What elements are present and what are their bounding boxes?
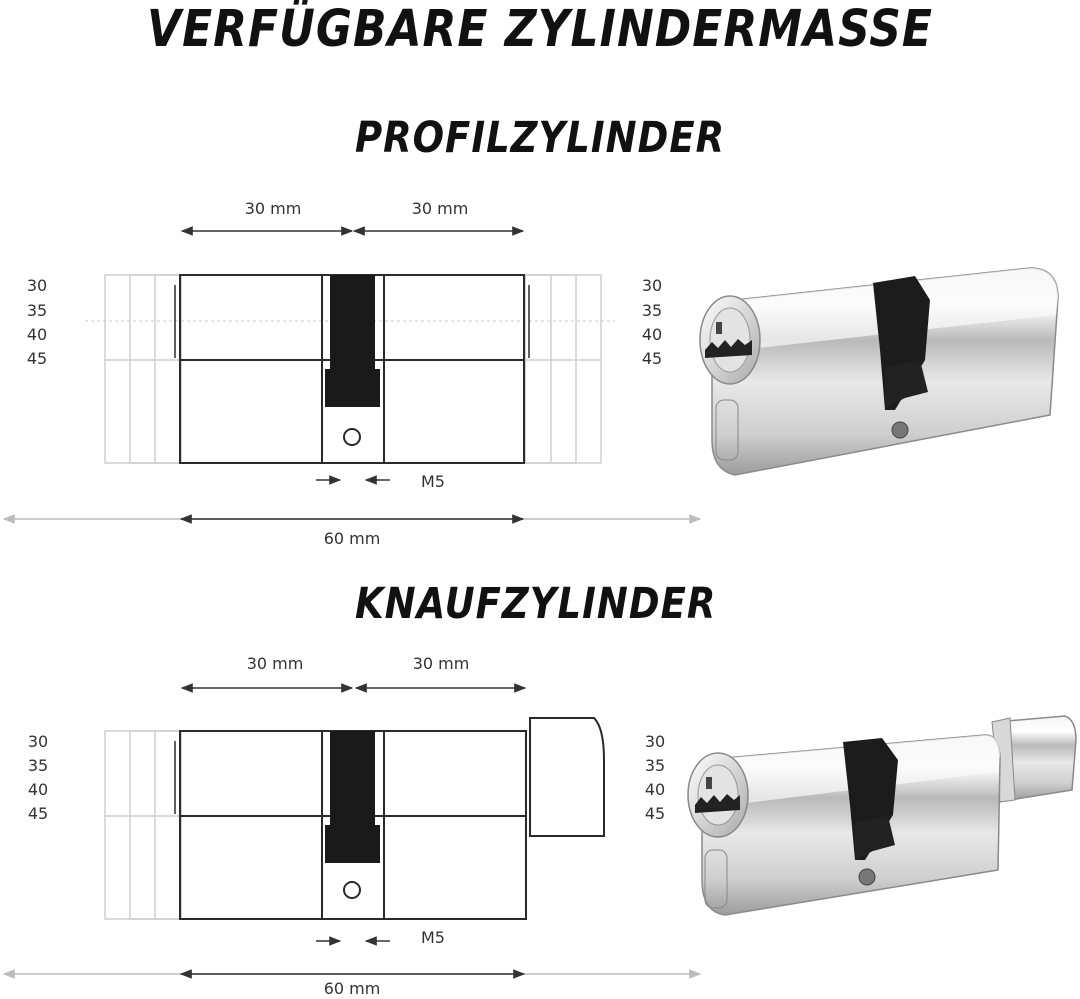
dim-right-label: 30 mm bbox=[411, 199, 469, 218]
section-title-profilzylinder: PROFILZYLINDER bbox=[355, 112, 726, 163]
size-outlines-right bbox=[525, 275, 601, 463]
size-label: 40 bbox=[27, 780, 49, 799]
profile-cylinder-image bbox=[700, 268, 1058, 475]
size-label: 40 bbox=[26, 325, 48, 344]
dim-right-label: 30 mm bbox=[412, 654, 470, 673]
size-label: 45 bbox=[27, 804, 49, 823]
size-label: 30 bbox=[26, 276, 48, 295]
size-label: 40 bbox=[641, 325, 663, 344]
cam-bar bbox=[330, 275, 375, 369]
page-title: VERFÜGBARE ZYLINDERMASSE bbox=[147, 0, 933, 59]
screw-hole bbox=[344, 882, 360, 898]
dim-left-label: 30 mm bbox=[246, 654, 304, 673]
size-label: 35 bbox=[641, 301, 663, 320]
size-label: 35 bbox=[27, 756, 49, 775]
dim-total-label: 60 mm bbox=[323, 529, 381, 548]
size-label: 45 bbox=[644, 804, 666, 823]
screw-label: M5 bbox=[421, 472, 445, 491]
section-title-knaufzylinder: KNAUFZYLINDER bbox=[355, 578, 717, 629]
size-outlines-left bbox=[105, 731, 181, 919]
sizes-right bbox=[645, 732, 665, 823]
size-label: 30 bbox=[641, 276, 663, 295]
dim-left-label: 30 mm bbox=[244, 199, 302, 218]
cam-foot bbox=[325, 369, 380, 407]
dim-total-label: 60 mm bbox=[323, 979, 381, 998]
sizes-left bbox=[27, 276, 47, 368]
knob-cylinder-image bbox=[688, 716, 1076, 915]
knob-outline bbox=[530, 718, 604, 836]
screw-hole bbox=[344, 429, 360, 445]
sizes-right bbox=[642, 276, 662, 368]
size-label: 40 bbox=[644, 780, 666, 799]
size-label: 35 bbox=[644, 756, 666, 775]
size-label: 45 bbox=[26, 349, 48, 368]
sizes-left bbox=[28, 732, 48, 823]
size-label: 30 bbox=[27, 732, 49, 751]
screw-label: M5 bbox=[421, 928, 445, 947]
cam-foot bbox=[325, 825, 380, 863]
size-label: 30 bbox=[644, 732, 666, 751]
size-label: 35 bbox=[26, 301, 48, 320]
cam-bar bbox=[330, 731, 375, 825]
size-outlines-left bbox=[105, 275, 181, 463]
size-label: 45 bbox=[641, 349, 663, 368]
knaufzylinder-diagram bbox=[4, 654, 700, 998]
profilzylinder-diagram bbox=[4, 199, 700, 548]
